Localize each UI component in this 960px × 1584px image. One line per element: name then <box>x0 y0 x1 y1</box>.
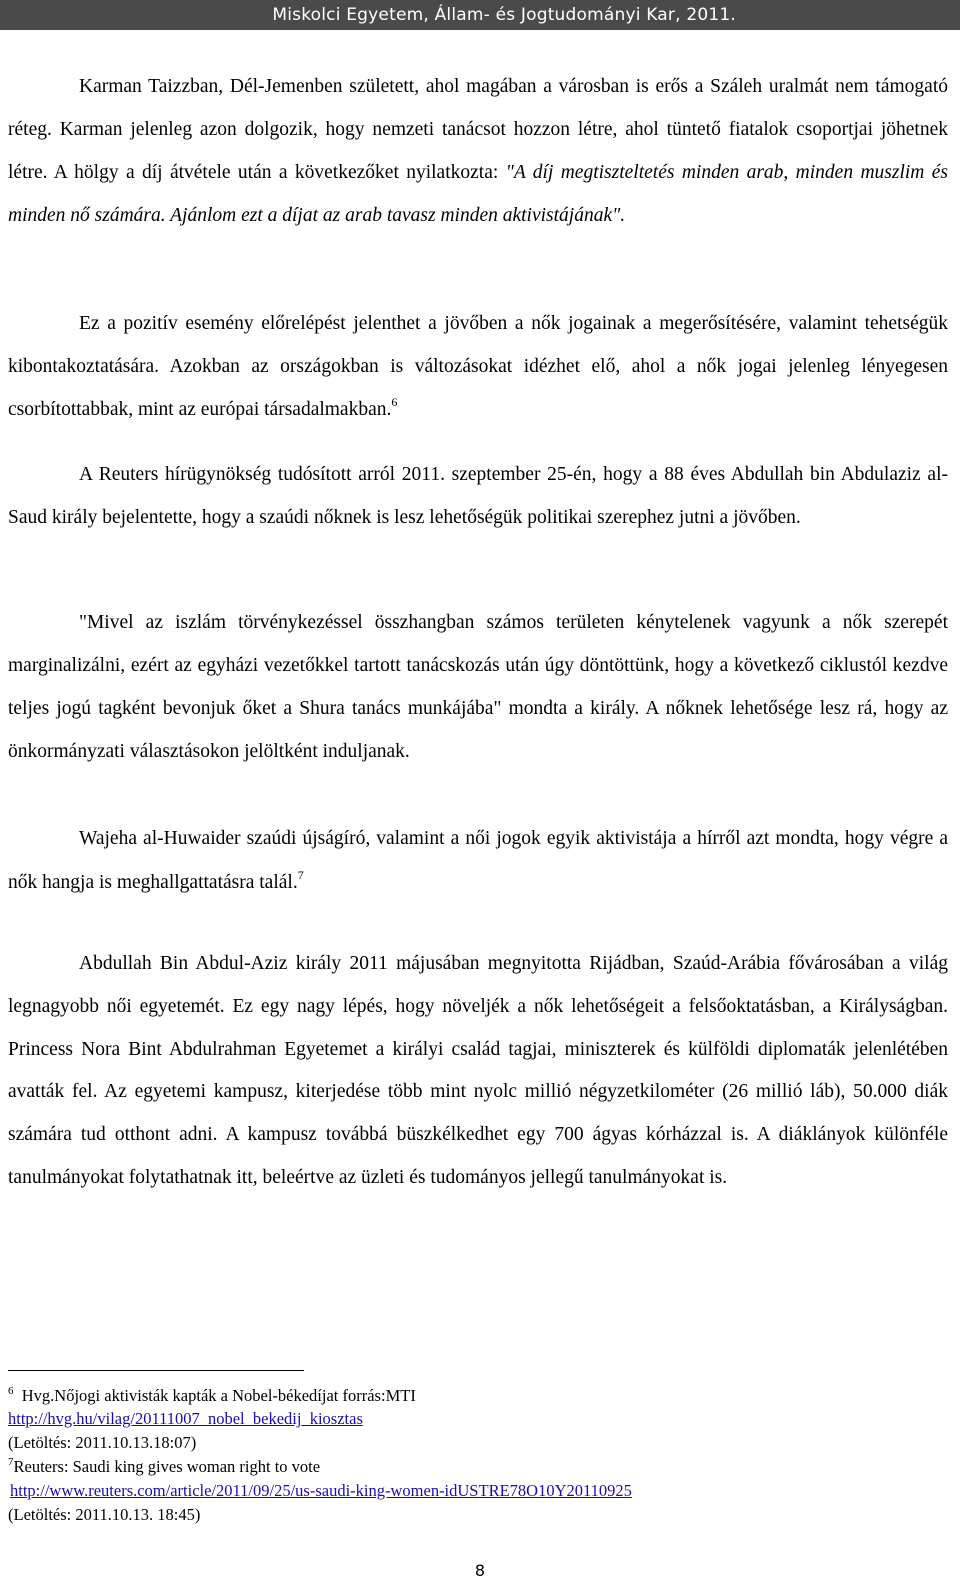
footnote-7-text: Reuters: Saudi king gives woman right to vote <box>13 1457 321 1476</box>
footnote-7 <box>8 1455 320 1479</box>
page-number: 8 <box>474 1561 486 1580</box>
footnote-6-date <box>8 1431 196 1455</box>
paragraph-3 <box>8 453 948 539</box>
footnote-7-date-text: (Letöltés: 2011.10.13. 18:45) <box>8 1505 201 1524</box>
footnote-7-link-line <box>10 1479 632 1503</box>
footnote-6-text: Hvg.Nőjogi aktivisták kapták a Nobel-békedíjat forrás:MTI <box>21 1386 416 1405</box>
footnote-7-number: 7 <box>8 1456 14 1468</box>
paragraph-4 <box>8 601 948 773</box>
paragraph-1-quote: "A díj megtiszteltetés minden arab, minden muszlim és minden nő számára. Ajánlom ezt a díjat az arab tavasz minden aktivistájának". <box>8 162 948 226</box>
paragraph-3-text: A Reuters hírügynökség tudósított arról 2011. szeptember 25-én, hogy a 88 éves Abdullah bin Abdulaziz al-Saud király bejelentette, hogy a szaúdi nőknek is lesz lehetőségük politikai szerephez jutni a jövőben. <box>8 464 948 528</box>
paragraph-1-text: Karman Taizzban, Dél-Jemenben született, ahol magában a városban is erős a Száleh uralmát nem támogató réteg. Karman jelenleg azon dolgozik, hogy nemzeti tanácsot hozzon létre, ahol tüntető fiatalok csoportjai jöhetnek létre. A hölgy a díj átvétele után a következőket nyilatkozta: <box>8 76 948 183</box>
footnote-ref-6[interactable]: 6 <box>391 395 398 409</box>
paragraph-6 <box>8 943 948 1200</box>
footnote-separator <box>8 1370 304 1371</box>
footnote-7-date <box>8 1503 200 1527</box>
footnote-7-link[interactable]: http://www.reuters.com/article/2011/09/25/us-saudi-king-women-idUSTRE78O10Y20110925 <box>10 1481 632 1500</box>
footnote-6-date-text: (Letöltés: 2011.10.13.18:07) <box>8 1433 197 1452</box>
paragraph-4-text: "Mivel az iszlám törvénykezéssel összhangban számos területen kénytelenek vagyunk a nők szerepét marginalizálni, ezért az egyházi vezetőkkel tartott tanácskozás után úgy döntöttünk, hogy a következő ciklustól kezdve teljes jogú tagként bevonjuk őket a Shura tanács munkájába" mondta a király. A nőknek lehetősége lesz rá, hogy az önkormányzati választásokon jelöltként induljanak. <box>8 612 948 762</box>
footnote-6-link[interactable]: http://hvg.hu/vilag/20111007_nobel_bekedij_kiosztas <box>8 1409 363 1428</box>
paragraph-5-text: Wajeha al-Huwaider szaúdi újságíró, valamint a női jogok egyik aktivistája a hírről azt mondta, hogy végre a nők hangja is meghallgattatásra talál. <box>8 828 948 893</box>
paragraph-2 <box>8 302 948 431</box>
footnote-6-number: 6 <box>8 1385 14 1397</box>
footnote-ref-7[interactable]: 7 <box>297 867 304 882</box>
paragraph-5 <box>8 817 948 904</box>
paragraph-2-text: Ez a pozitív esemény előrelépést jelenthet a jövőben a nők jogainak a megerősítésére, valamint tehetségük kibontakoztatására. Azokban az országokban is változásokat idézhet elő, ahol a nők jogai jelenleg lényegesen csorbítottabbak, mint az európai társadalmakban. <box>8 313 948 420</box>
footnote-6-link-line <box>8 1407 363 1431</box>
paragraph-1 <box>8 65 948 237</box>
paragraph-6-text: Abdullah Bin Abdul-Aziz király 2011 májusában megnyitotta Rijádban, Szaúd-Arábia fővárosában a világ legnagyobb női egyetemét. Ez egy nagy lépés, hogy növeljék a nők lehetőségeit a felsőoktatásban, a Királyságban. Princess Nora Bint Abdulrahman Egyetemet a királyi család tagjai, miniszterek és külföldi diplomaták jelenlétében avatták fel. Az egyetemi kampusz, kiterjedése több mint nyolc millió négyzetkilométer (26 millió láb), 50.000 diák számára tud otthont adni. A kampusz továbbá büszkélkedhet egy 700 ágyas kórházzal is. A diáklányok különféle tanulmányokat folytathatnak itt, beleértve az üzleti és tudományos jellegű tanulmányokat is. <box>8 953 948 1188</box>
running-header <box>0 0 960 30</box>
header-title: Miskolci Egyetem, Állam- és Jogtudományi Kar, 2011. <box>272 5 736 25</box>
footnote-6 <box>8 1384 416 1408</box>
